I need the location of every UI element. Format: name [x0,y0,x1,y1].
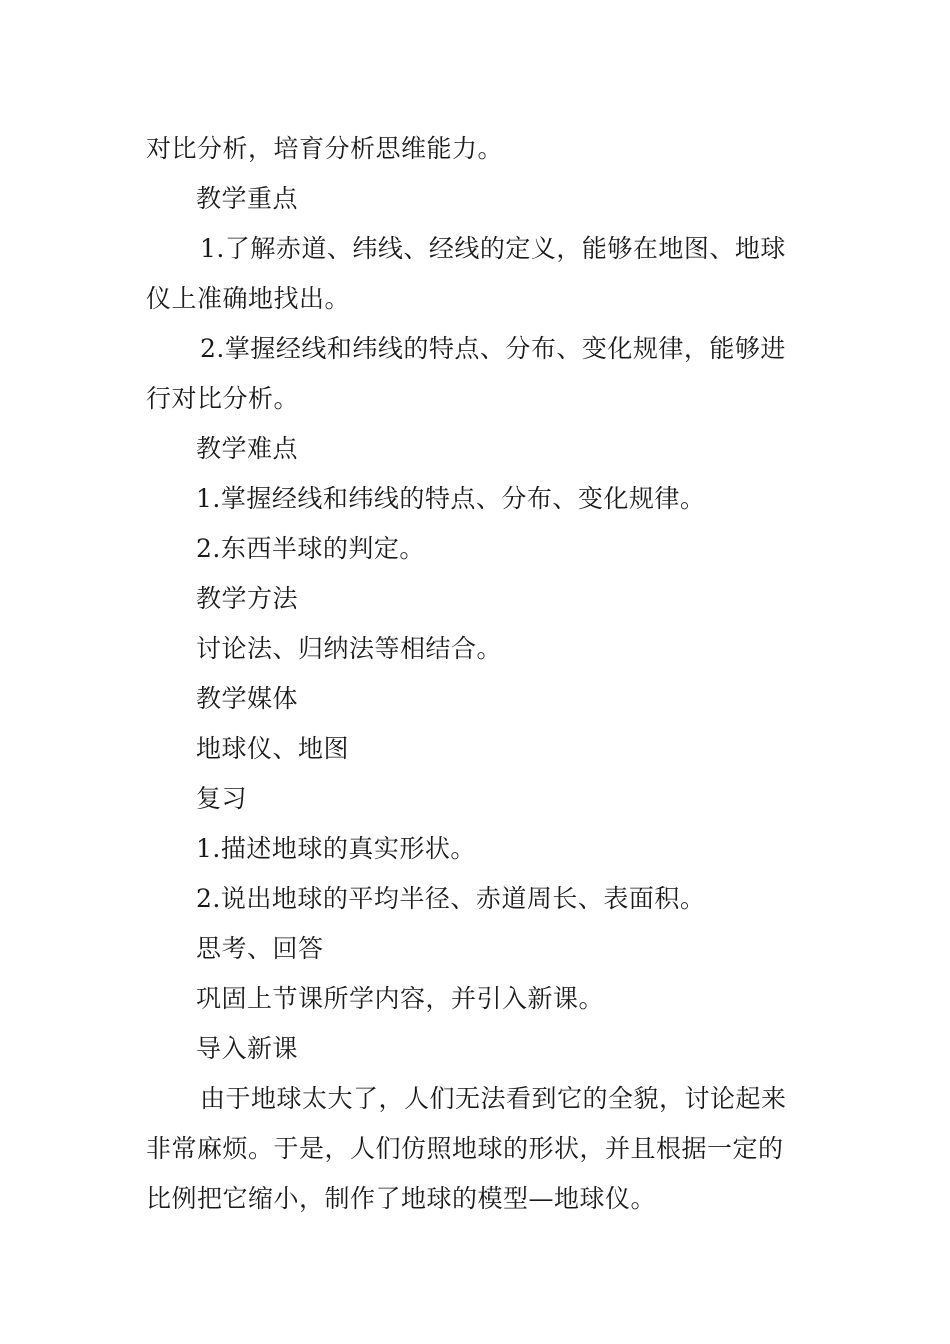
paragraph-line: 比例把它缩小，制作了地球的模型—地球仪。 [146,1184,657,1213]
paragraph-line: 由于地球太大了，人们无法看到它的全貌，讨论起来 [200,1084,787,1113]
section-heading-key-points: 教学重点 [196,184,299,213]
paragraph-line: 行对比分析。 [146,384,300,413]
list-item: 1.描述地球的真实形状。 [196,834,476,863]
paragraph-line: 对比分析，培育分析思维能力。 [146,134,504,163]
paragraph-line: 巩固上节课所学内容，并引入新课。 [196,984,605,1013]
section-heading-review: 复习 [196,784,248,813]
document-body [146,124,810,1224]
list-item: 1.掌握经线和纬线的特点、分布、变化规律。 [196,484,706,513]
paragraph-line: 思考、回答 [196,934,324,963]
section-heading-media: 教学媒体 [196,684,299,713]
paragraph-line: 仪上准确地找出。 [146,284,351,313]
paragraph-line: 非常麻烦。于是，人们仿照地球的形状，并且根据一定的 [146,1134,784,1163]
section-heading-methods: 教学方法 [196,584,299,613]
section-heading-introduction: 导入新课 [196,1034,299,1063]
section-heading-difficulties: 教学难点 [196,434,299,463]
list-item: 2.说出地球的平均半径、赤道周长、表面积。 [196,884,706,913]
paragraph-line: 地球仪、地图 [196,734,350,763]
paragraph-line: 2.掌握经线和纬线的特点、分布、变化规律，能够进 [200,334,786,363]
paragraph-line: 1.了解赤道、纬线、经线的定义，能够在地图、地球 [200,234,786,263]
paragraph-line: 讨论法、归纳法等相结合。 [196,634,503,663]
list-item: 2.东西半球的判定。 [196,534,425,563]
